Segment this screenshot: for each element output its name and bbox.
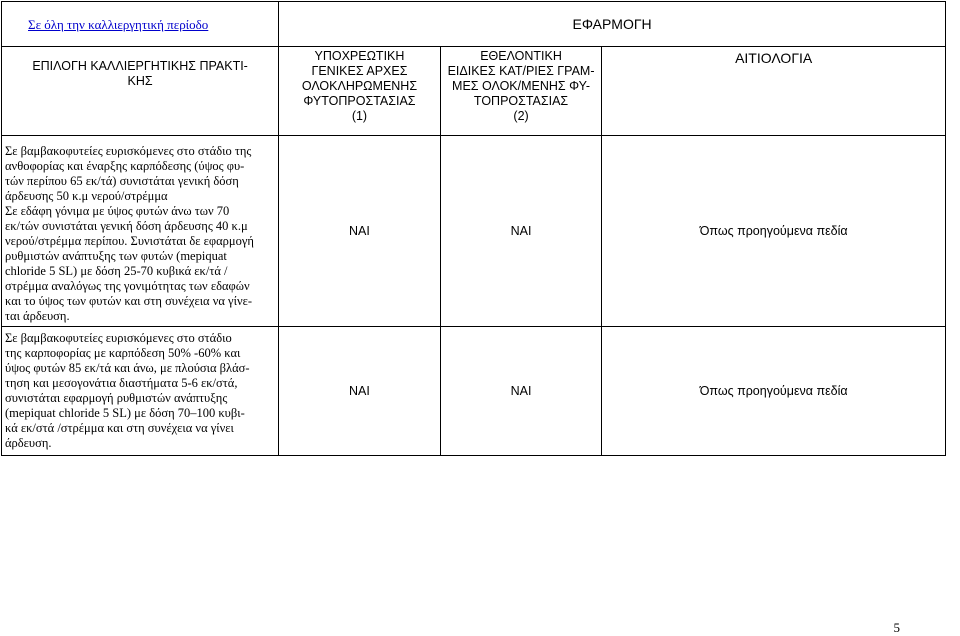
text-line: ανθοφορίας και έναρξης καρπόδεσης (ύψος φυ- (5, 159, 245, 173)
text-line: άρδευση. (5, 436, 52, 450)
voluntary-header-line: ΕΘΕΛΟΝΤΙΚΗ (480, 49, 562, 63)
choose-practice-header: ΕΠΙΛΟΓΗ ΚΑΛΛΙΕΡΓΗΤΙΚΗΣ ΠΡΑΚΤΙ-ΚΗΣ (2, 47, 279, 136)
text-line: Σε εδάφη γόνιμα με ύψος φυτών άνω των 70 (5, 204, 230, 218)
voluntary-header-line: ΕΙΔΙΚΕΣ ΚΑΤ/ΡΙΕΣ ΓΡΑΜ- (447, 64, 595, 78)
voluntary-header-line: (2) (513, 109, 529, 123)
text-line: Σε βαμβακοφυτείες ευρισκόμενες στο στάδιο της (5, 144, 252, 158)
mandatory-header (279, 47, 441, 136)
application-header: ΕΦΑΡΜΟΓΗ (279, 2, 946, 47)
justification-value: Όπως προηγούμενα πεδία (602, 327, 946, 456)
mandatory-value: ΝΑΙ (279, 327, 441, 456)
text-line: και το ύψος των φυτών και στη συνέχεια να γίνε- (5, 294, 253, 308)
practice-description (2, 136, 279, 327)
text-line: ρυθμιστών ανάπτυξης των φυτών (mepiquat (5, 249, 227, 263)
text-line: στρέμμα αναλόγως της γονιμότητας των εδαφών (5, 279, 250, 293)
practice-description (2, 327, 279, 456)
mandatory-header-line: ΥΠΟΧΡΕΩΤΙΚΗ (314, 49, 405, 63)
text-line: νερού/στρέμμα περίπου. Συνιστάται δε εφαρμογή (5, 234, 254, 248)
irrigation-practice-table (1, 1, 946, 456)
table-row (2, 327, 946, 456)
voluntary-value: ΝΑΙ (440, 327, 602, 456)
text-line: (mepiquat chloride 5 SL) με δόση 70–100 κυβι- (5, 406, 245, 420)
voluntary-value: ΝΑΙ (440, 136, 602, 327)
mandatory-value: ΝΑΙ (279, 136, 441, 327)
header-row-top (2, 2, 946, 47)
header-row-columns (2, 47, 946, 136)
justification-value: Όπως προηγούμενα πεδία (602, 136, 946, 327)
mandatory-header-line: ΓΕΝΙΚΕΣ ΑΡΧΕΣ (311, 64, 408, 78)
voluntary-header-line: ΜΕΣ ΟΛΟΚ/ΜΕΝΗΣ ΦΥ- (452, 79, 591, 93)
text-line: Σε βαμβακοφυτείες ευρισκόμενες στο στάδιο (5, 331, 232, 345)
text-line: εκ/τών συνιστάται γενική δόση άρδευσης 40 κ.μ (5, 219, 248, 233)
text-line: ύψος φυτών 85 εκ/τά και άνω, με πλούσια βλάσ- (5, 361, 250, 375)
text-line: chloride 5 SL) με δόση 25-70 κυβικά εκ/τά / (5, 264, 228, 278)
table-row (2, 136, 946, 327)
page-number: 5 (893, 620, 900, 635)
text-line: συνιστάται εφαρμογή ρυθμιστών ανάπτυξης (5, 391, 228, 405)
voluntary-header-line: ΤΟΠΡΟΣΤΑΣΙΑΣ (473, 94, 569, 108)
text-line: κά εκ/στά /στρέμμα και στη συνέχεια να γίνει (5, 421, 234, 435)
text-line: άρδευσης 50 κ.μ νερού/στρέμμα (5, 189, 168, 203)
text-line: ται άρδευση. (5, 309, 70, 323)
text-line: της καρποφορίας με καρπόδεση 50% -60% και (5, 346, 241, 360)
mandatory-header-line: ΦΥΤΟΠΡΟΣΤΑΣΙΑΣ (303, 94, 416, 108)
text-line: τών περίπου 65 εκ/τά) συνιστάται γενική δόση (5, 174, 239, 188)
mandatory-header-line: (1) (351, 109, 368, 123)
voluntary-header (440, 47, 602, 136)
mandatory-header-line: ΟΛΟΚΛΗΡΩΜΕΝΗΣ (301, 79, 418, 93)
justification-header: ΑΙΤΙΟΛΟΓΙΑ (602, 47, 946, 136)
period-link[interactable]: Σε όλη την καλλιεργητική περίοδο (2, 2, 279, 47)
text-line: τηση και μεσογονάτια διαστήματα 5-6 εκ/στά, (5, 376, 238, 390)
